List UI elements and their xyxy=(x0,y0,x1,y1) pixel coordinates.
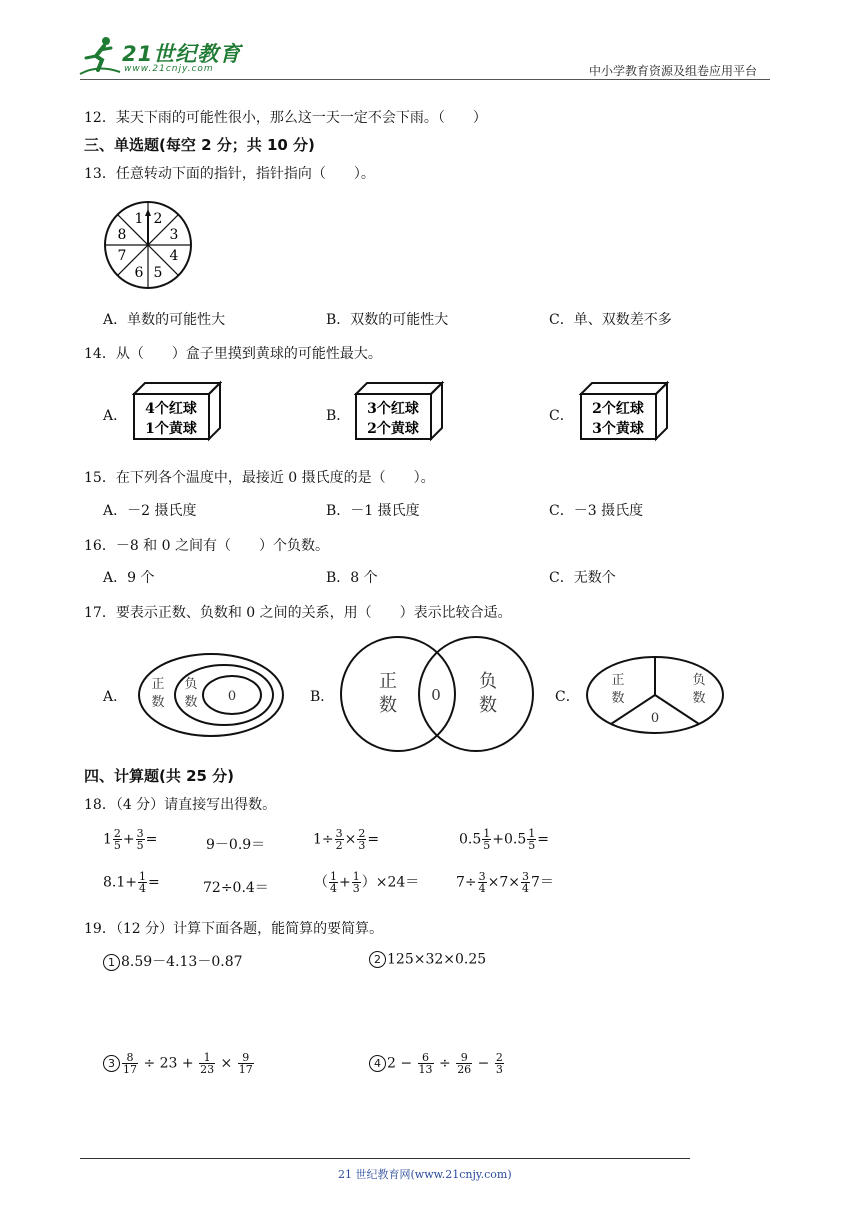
q19-p3-f1d: 17 xyxy=(123,1063,137,1076)
q18-r2c1-lead: 8.1+ xyxy=(103,874,137,891)
spinner-segment-7: 7 xyxy=(117,248,127,264)
q13-option-b: B．双数的可能性大 xyxy=(326,312,449,328)
q18-r1c1-f1d: 5 xyxy=(113,839,121,852)
q18-r2c3-lead: （ xyxy=(314,874,328,891)
q19-p2-expr: 125×32×0.25 xyxy=(387,951,487,968)
q19-p4-lead: 2 − xyxy=(387,1055,417,1072)
q17a-fu: 负 xyxy=(184,677,198,692)
q18-r2c4-op: ×7× xyxy=(487,874,521,891)
q14-box-b-line1: 3个红球 xyxy=(367,401,419,417)
q18-r1c4-f2n: 1 xyxy=(528,827,536,840)
q17-label-a: A． xyxy=(103,689,128,705)
q18-r2c4-f1n: 3 xyxy=(478,870,486,883)
footer-divider xyxy=(80,1158,690,1159)
q18-r2c2: 72÷0.4＝ xyxy=(203,880,269,896)
q14-box-b-line2: 2个黄球 xyxy=(367,421,419,437)
q18-r2c4-tail: 7＝ xyxy=(531,874,554,891)
q19-p4-f3n: 2 xyxy=(495,1051,503,1064)
q14-box-a-line1: 4个红球 xyxy=(145,401,197,417)
q18-r1c3-f2n: 2 xyxy=(358,827,366,840)
q18-r1c1-int: 1 xyxy=(103,831,112,848)
q17b-fu: 负 xyxy=(479,671,497,692)
q15-option-c: C．－3 摄氏度 xyxy=(549,503,644,519)
q19-p3-f2n: 1 xyxy=(199,1052,215,1064)
q16-option-c: C．无数个 xyxy=(549,570,616,586)
spinner-diagram xyxy=(102,199,194,291)
question-14: 14．从（ ）盒子里摸到黄球的可能性最大。 xyxy=(84,346,382,362)
q19-p3-f3n: 9 xyxy=(238,1052,254,1064)
q17-venn-diagram xyxy=(338,635,538,755)
q18-r1c4-eq: = xyxy=(537,831,549,848)
q18-r1c4-f1d: 5 xyxy=(483,839,491,852)
circled-number-icon: 3 xyxy=(103,1055,120,1072)
question-17: 17．要表示正数、负数和 0 之间的关系，用（ ）表示比较合适。 xyxy=(84,605,512,621)
q19-problem-4 xyxy=(369,1052,505,1075)
q18-r2c4 xyxy=(456,871,554,894)
q17-label-c: C． xyxy=(555,689,580,705)
logo-text: 21世纪教育 xyxy=(122,42,242,66)
q18-r2c3 xyxy=(314,871,419,894)
q17c-zero: 0 xyxy=(650,711,660,726)
q17-label-b: B． xyxy=(310,689,335,705)
q19-p3-f2d: 23 xyxy=(200,1063,215,1076)
q18-r2c4-f2n: 3 xyxy=(522,870,530,883)
q14-box-c-line1: 2个红球 xyxy=(592,401,644,417)
q14-box-a-line2: 1个黄球 xyxy=(145,421,197,437)
question-19: 19．（12 分）计算下面各题，能简算的要简算。 xyxy=(84,921,384,937)
q18-r1c3-f1n: 3 xyxy=(335,827,343,840)
q16-option-b: B．8 个 xyxy=(326,570,378,586)
q19-p3-op: × xyxy=(216,1055,237,1072)
q18-r1c4-f2d: 5 xyxy=(528,839,536,852)
q18-r1c4-f1n: 1 xyxy=(483,827,491,840)
q18-r1c3-f1d: 2 xyxy=(335,839,343,852)
q17a-shu2: 数 xyxy=(184,695,198,710)
q19-p3-f3d: 17 xyxy=(238,1063,253,1076)
spinner-segment-2: 2 xyxy=(153,211,163,227)
q19-problem-2 xyxy=(369,951,486,968)
q18-r2c3-op: + xyxy=(339,874,351,891)
q18-r2c3-f2n: 1 xyxy=(352,870,360,883)
logo-url: www.21cnjy.com xyxy=(124,64,214,74)
section-4-title: 四、计算题(共 25 分) xyxy=(84,767,235,785)
q19-p4-f3d: 3 xyxy=(495,1063,503,1076)
q19-p4-f1d: 13 xyxy=(418,1063,433,1076)
q15-option-b: B．－1 摄氏度 xyxy=(326,503,420,519)
site-logo xyxy=(78,34,248,80)
q18-r1c3-f2d: 3 xyxy=(358,839,366,852)
question-15: 15．在下列各个温度中，最接近 0 摄氏度的是（ ）。 xyxy=(84,470,435,486)
q18-r2c3-tail: ）×24＝ xyxy=(361,874,420,891)
q19-p4-f2d: 26 xyxy=(457,1063,472,1076)
q18-r2c1-f1d: 4 xyxy=(139,882,146,895)
q14-label-b: B． xyxy=(326,408,351,424)
q18-r1c3-lead: 1÷ xyxy=(313,831,334,848)
q19-problem-3 xyxy=(103,1052,255,1075)
q19-p4-op2: − xyxy=(473,1055,494,1072)
q18-r1c1-op: + xyxy=(122,831,135,848)
q17b-zheng: 正 xyxy=(379,671,397,692)
q19-p3-mid: ÷ 23 + xyxy=(139,1055,199,1072)
q19-p3-f1n: 8 xyxy=(122,1052,138,1064)
q19-p4-f1n: 6 xyxy=(418,1052,434,1064)
q17-nested-ellipses xyxy=(136,651,286,739)
spinner-segment-3: 3 xyxy=(169,227,179,243)
q18-r2c1-eq: = xyxy=(148,874,160,891)
q17a-shu1: 数 xyxy=(151,695,165,710)
q14-box-c xyxy=(578,380,670,442)
q18-r1c3 xyxy=(313,828,379,851)
header-platform-text: 中小学教育资源及组卷应用平台 xyxy=(589,64,758,78)
q19-p1-expr: 8.59－4.13－0.87 xyxy=(121,954,243,970)
section-3-title: 三、单选题(每空 2 分；共 10 分) xyxy=(84,136,315,154)
spinner-segment-6: 6 xyxy=(134,265,144,281)
spinner-segment-1: 1 xyxy=(134,211,144,227)
q17b-shu2: 数 xyxy=(479,695,497,716)
q17c-fu: 负 xyxy=(692,673,706,688)
q18-r1c1-f2n: 3 xyxy=(136,827,144,840)
q19-problem-1 xyxy=(103,951,243,971)
circled-number-icon: 2 xyxy=(369,951,386,968)
spinner-segment-4: 4 xyxy=(169,248,179,264)
footer-link[interactable]: 21 世纪教育网(www.21cnjy.com) xyxy=(338,1168,512,1181)
q17b-zero: 0 xyxy=(431,686,441,704)
q18-r1c3-eq: = xyxy=(367,831,380,848)
q18-r2c4-lead: 7÷ xyxy=(456,874,477,891)
q17c-shu1: 数 xyxy=(611,691,625,706)
q18-r2c1 xyxy=(103,871,160,894)
q14-box-a xyxy=(131,380,223,442)
q17a-zero: 0 xyxy=(227,689,237,704)
circled-number-icon: 1 xyxy=(103,954,120,971)
q18-r1c3-op: × xyxy=(344,831,357,848)
header-divider xyxy=(80,79,770,80)
q17b-shu1: 数 xyxy=(379,695,397,716)
q18-r1c1 xyxy=(103,828,157,851)
q18-r1c1-f1n: 2 xyxy=(113,827,121,840)
spinner-segment-8: 8 xyxy=(117,227,127,243)
q18-r1c4 xyxy=(459,828,549,851)
q18-r2c1-f1n: 1 xyxy=(139,870,146,883)
q18-r2c3-f1n: 1 xyxy=(330,870,337,883)
q17c-shu2: 数 xyxy=(692,691,706,706)
spinner-segment-5: 5 xyxy=(153,265,163,281)
runner-logo-icon xyxy=(78,34,122,78)
question-16: 16．－8 和 0 之间有（ ）个负数。 xyxy=(84,538,329,554)
question-18: 18．（4 分）请直接写出得数。 xyxy=(84,797,277,813)
q19-p4-op1: ÷ xyxy=(434,1055,456,1072)
q17a-zheng: 正 xyxy=(151,677,165,692)
q18-r1c4-op: +0.5 xyxy=(492,831,527,848)
q18-r2c4-f1d: 4 xyxy=(478,882,486,895)
q18-r1c2: 9－0.9＝ xyxy=(206,837,266,853)
q14-label-c: C． xyxy=(549,408,574,424)
q19-p4-f2n: 9 xyxy=(456,1052,472,1064)
question-12: 12．某天下雨的可能性很小，那么这一天一定不会下雨。（ ） xyxy=(84,110,487,126)
q18-r2c3-f2d: 3 xyxy=(352,882,360,895)
q17-divided-ellipse xyxy=(584,653,726,737)
q15-option-a: A．－2 摄氏度 xyxy=(103,503,197,519)
q14-box-b xyxy=(353,380,445,442)
q14-box-c-line2: 3个黄球 xyxy=(592,421,644,437)
q18-r1c1-f2d: 5 xyxy=(136,839,144,852)
q17c-zheng: 正 xyxy=(611,673,625,688)
q18-r1c4-lead: 0.5 xyxy=(459,831,482,848)
q18-r1c1-eq: = xyxy=(145,831,158,848)
q14-label-a: A． xyxy=(103,408,128,424)
q16-option-a: A．9 个 xyxy=(103,570,155,586)
q13-option-c: C．单、双数差不多 xyxy=(549,312,672,328)
q18-r2c3-f1d: 4 xyxy=(330,882,337,895)
q13-option-a: A．单数的可能性大 xyxy=(103,312,226,328)
circled-number-icon: 4 xyxy=(369,1055,386,1072)
q18-r2c4-f2d: 4 xyxy=(522,882,530,895)
question-13: 13．任意转动下面的指针，指针指向（ ）。 xyxy=(84,166,375,182)
